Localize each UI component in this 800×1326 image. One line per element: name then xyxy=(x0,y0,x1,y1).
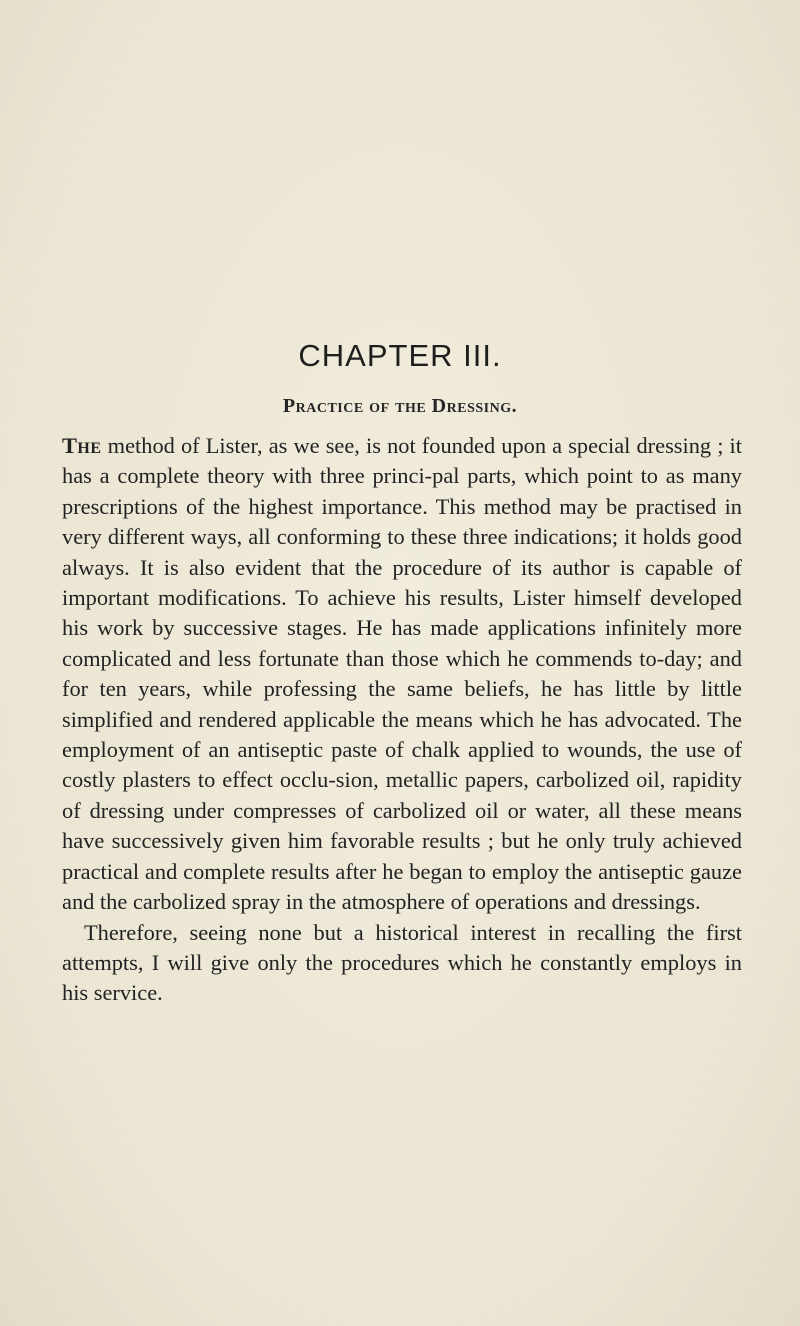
body-text xyxy=(62,431,742,1009)
paragraph-2: Therefore, seeing none but a historical interest in recalling the first attempts, I will give only the procedures which he constantly employs in his service. xyxy=(62,919,742,1006)
section-title: Practice of the Dressing. xyxy=(282,395,518,417)
chapter-heading: CHAPTER III. xyxy=(298,338,502,373)
paragraph-lead-word: The xyxy=(62,433,102,458)
paragraph-1-text: method of Lister, as we see, is not founded upon a special dressing ; it has a complete theory with three princi-pal parts, which point to as many prescriptions of the highest importance. This method may be practised in very different ways, all conforming to these three indications; it holds good always. It is also evident that the procedure of its author is capable of important modifications. To achieve his results, Lister himself developed his work by successive stages. He has made applications infinitely more complicated and less fortunate than those which he commends to-day; and for ten years, while professing the same beliefs, he has little by little simplified and rendered applicable the means which he has advocated. The employment of an antiseptic paste of chalk applied to wounds, the use of costly plasters to effect occlu-sion, metallic papers, carbolized oil, rapidity of dressing under compresses of carbolized oil or water, all these means have successively given him favorable results ; but he only truly achieved practical and complete results after he began to employ the antiseptic gauze and the carbolized spray in the atmosphere of operations and dressings. xyxy=(62,433,742,915)
paragraph-1 xyxy=(62,431,742,918)
